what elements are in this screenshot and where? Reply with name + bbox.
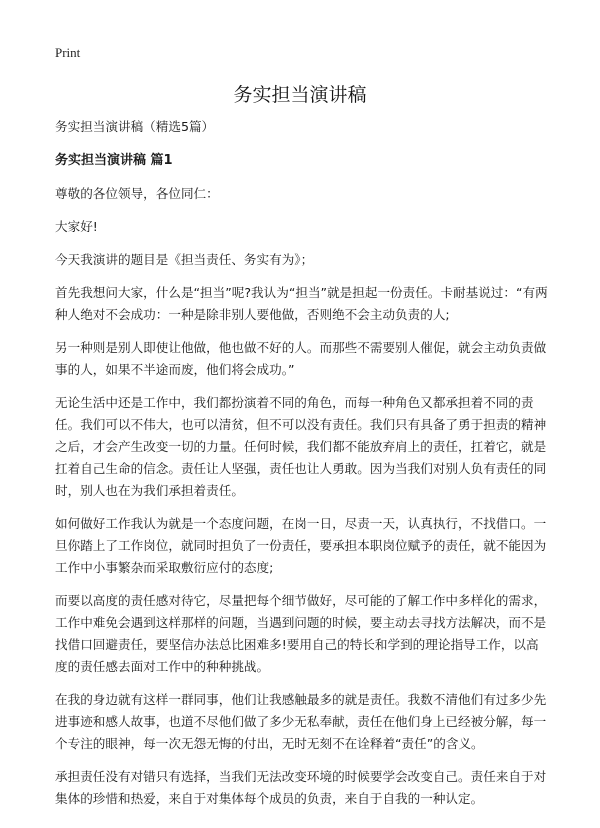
paragraph: 另一种则是别人即使让他做，他也做不好的人。而那些不需要别人催促，就会主动负责做事的人，如果不半途而废，他们将会成功。” — [55, 340, 547, 377]
paragraph: 承担责任没有对错只有选择，当我们无法改变环境的时候要学会改变自己。责任来自于对集体的珍惜和热爱，来自于对集体每个成员的负责，来自于自我的一种认定。 — [55, 769, 547, 806]
document-body — [55, 116, 550, 821]
paragraph-greeting: 大家好! — [55, 219, 98, 234]
paragraph-salutation: 尊敬的各位领导，各位同仁： — [55, 186, 219, 201]
print-label: Print — [55, 45, 81, 60]
paragraph: 在我的身边就有这样一群同事，他们让我感触最多的就是责任。我数不清他们有过多少先进事迹和感人故事，也道不尽他们做了多少无私奉献，责任在他们身上已经被分解，每一个专注的眼神，每一次无怨无悔的付出，无时无刻不在诠释着“责任”的含义。 — [55, 692, 547, 751]
paragraph-topic: 今天我演讲的题目是《担当责任、务实有为》； — [55, 252, 314, 267]
section-heading: 务实担当演讲稿 篇1 — [55, 153, 173, 168]
document-title: 务实担当演讲稿 — [233, 84, 367, 106]
document-subtitle: 务实担当演讲稿（精选5篇） — [55, 119, 215, 134]
paragraph: 首先我想问大家，什么是“担当”呢?我认为“担当”就是担起一份责任。卡耐基说过：“有两种人绝对不会成功：一种是除非别人要他做，否则绝不会主动负责的人; — [55, 285, 548, 322]
paragraph: 如何做好工作我认为就是一个态度问题，在岗一日，尽责一天，认真执行，不找借口。一旦你踏上了工作岗位，就同时担负了一份责任，要承担本职岗位赋予的责任，就不能因为工作中小事繁杂而采取敷衍应付的态度; — [55, 516, 547, 575]
paragraph: 无论生活中还是工作中，我们都扮演着不同的角色，而每一种角色又都承担着不同的责任。我们可以不伟大，也可以清贫，但不可以没有责任。我们只有具备了勇于担责的精神之后，才会产生改变一切的力量。任何时候，我们都不能放弃肩上的责任，扛着它，就是扛着自己生命的信念。责任让人坚强，责任也让人勇敢。因为当我们对别人负有责任的同时，别人也在为我们承担着责任。 — [55, 395, 547, 498]
paragraph: 而要以高度的责任感对待它，尽量把每个细节做好，尽可能的了解工作中多样化的需求，工作中难免会遇到这样那样的问题，当遇到问题的时候，要主动去寻找方法解决，而不是找借口回避责任，要坚信办法总比困难多!要用自己的特长和学到的理论指导工作，以高度的责任感去面对工作中的种种挑战。 — [55, 593, 547, 674]
